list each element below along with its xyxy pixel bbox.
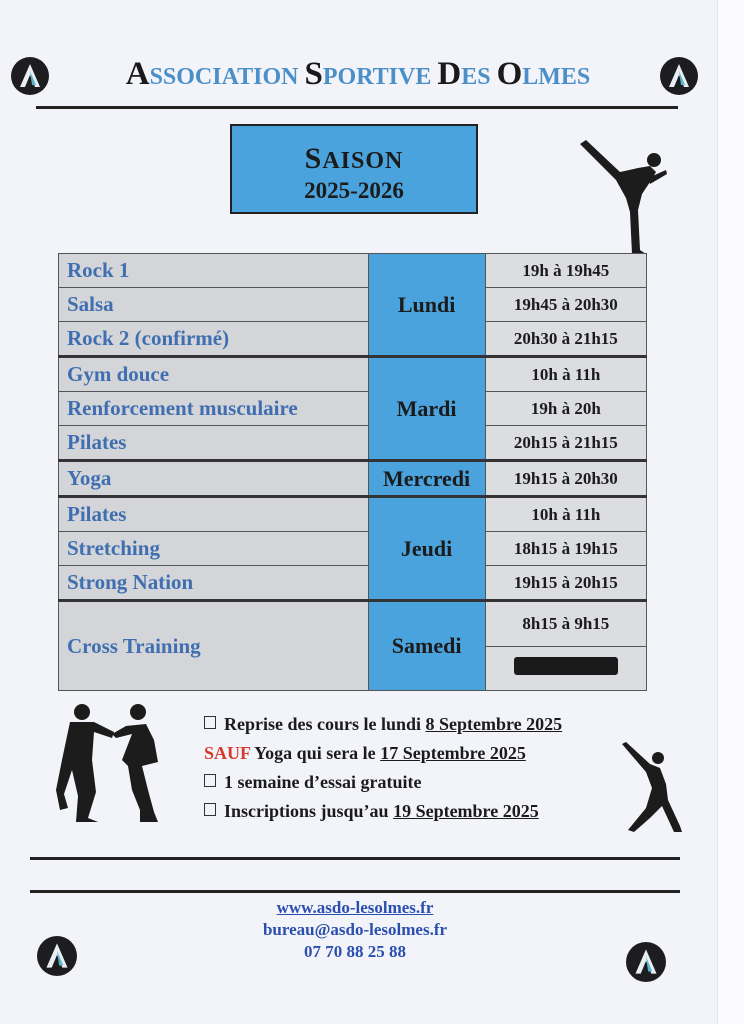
- time-cell: 19h45 à 20h30: [485, 288, 646, 322]
- time-cell: 20h15 à 21h15: [485, 426, 646, 461]
- season-box: [230, 124, 478, 214]
- title-part: D: [437, 56, 462, 92]
- day-cell: Samedi: [368, 601, 485, 691]
- course-cell: Rock 2 (confirmé): [59, 322, 369, 357]
- time-cell: 19h à 20h: [485, 392, 646, 426]
- checkbox-icon: [204, 716, 216, 729]
- course-cell: Cross Training: [59, 601, 369, 691]
- day-cell: Jeudi: [368, 497, 485, 601]
- time-cell: 8h15 à 9h15: [485, 601, 646, 647]
- title-part: O: [496, 56, 523, 92]
- course-cell: Pilates: [59, 426, 369, 461]
- couple-dance-silhouette: [54, 700, 166, 824]
- checkbox-icon: [204, 774, 216, 787]
- time-cell: 18h15 à 19h15: [485, 532, 646, 566]
- course-cell: Gym douce: [59, 357, 369, 392]
- day-cell: Mercredi: [368, 461, 485, 497]
- note-row: Inscriptions jusqu’au 19 Septembre 2025: [204, 801, 644, 830]
- asdo-logo-icon: [660, 57, 698, 95]
- asdo-logo-icon: [11, 57, 49, 95]
- page-title: [58, 56, 658, 100]
- time-cell: 10h à 11h: [485, 357, 646, 392]
- notes-block: [204, 714, 644, 830]
- course-cell: Stretching: [59, 532, 369, 566]
- course-cell: Yoga: [59, 461, 369, 497]
- title-part: LMES: [522, 64, 591, 90]
- checkbox-icon: [204, 803, 216, 816]
- header-divider: [36, 106, 678, 109]
- contact-block: [200, 898, 510, 964]
- season-label: SAISON: [304, 142, 404, 175]
- course-cell: Salsa: [59, 288, 369, 322]
- email-text: bureau@asdo-lesolmes.fr: [262, 920, 448, 939]
- title-part: A: [125, 56, 150, 92]
- website-link[interactable]: www.asdo-lesolmes.fr: [276, 898, 434, 917]
- asdo-logo-icon: [626, 942, 666, 982]
- title-part: ES: [461, 64, 497, 90]
- time-cell: 19h15 à 20h15: [485, 566, 646, 601]
- footer-divider: [30, 857, 680, 860]
- schedule-table: [58, 253, 647, 691]
- note-row: 1 semaine d’essai gratuite: [204, 772, 644, 801]
- page-edge: [717, 0, 744, 1024]
- dancer-kick-silhouette: [576, 138, 668, 256]
- course-cell: Pilates: [59, 497, 369, 532]
- note-row: SAUF Yoga qui sera le 17 Septembre 2025: [204, 743, 526, 763]
- redaction-mark: [514, 657, 618, 675]
- day-cell: Lundi: [368, 254, 485, 357]
- course-cell: Renforcement musculaire: [59, 392, 369, 426]
- course-cell: Rock 1: [59, 254, 369, 288]
- time-cell: 19h15 à 20h30: [485, 461, 646, 497]
- time-cell: 19h à 19h45: [485, 254, 646, 288]
- title-part: S: [304, 56, 323, 92]
- phone-text: 07 70 88 25 88: [304, 942, 406, 961]
- title-part: SSOCIATION: [149, 64, 305, 90]
- time-cell: 20h30 à 21h15: [485, 322, 646, 357]
- course-cell: Strong Nation: [59, 566, 369, 601]
- asdo-logo-icon: [37, 936, 77, 976]
- footer-divider: [30, 890, 680, 893]
- season-years: 2025-2026: [304, 178, 404, 203]
- redacted-time-cell: [485, 646, 646, 691]
- note-row: Reprise des cours le lundi 8 Septembre 2025: [204, 714, 644, 743]
- day-cell: Mardi: [368, 357, 485, 461]
- title-part: PORTIVE: [322, 64, 438, 90]
- time-cell: 10h à 11h: [485, 497, 646, 532]
